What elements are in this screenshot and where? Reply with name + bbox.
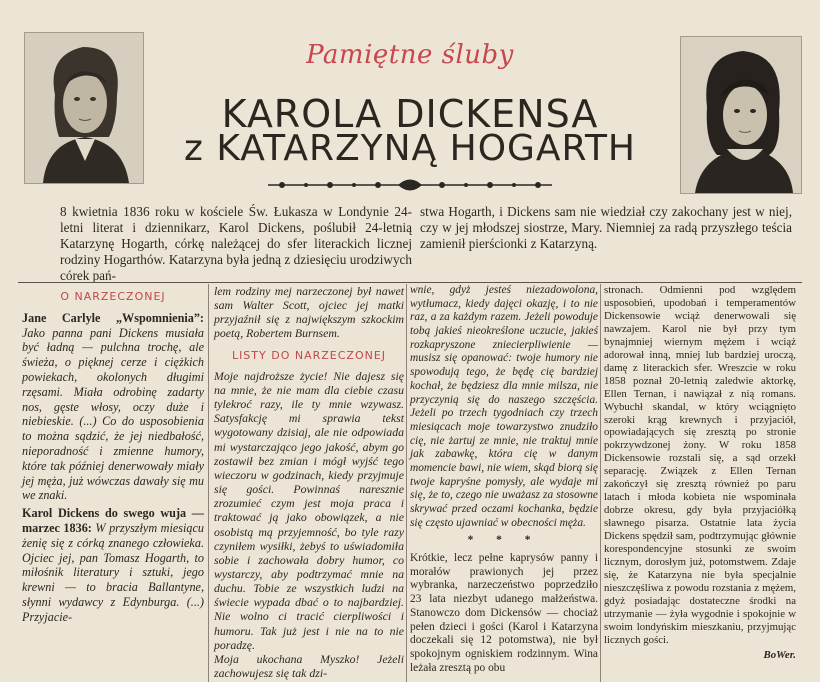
portrait-hogarth <box>680 36 802 194</box>
portrait-dickens-image <box>25 33 143 183</box>
lead-paragraph-left: 8 kwietnia 1836 roku w kościele Św. Łukasza w Londynie 24-letni literat i dziennikarz, Karol Dickens, poślubił 24-letnią Katarzynę Hogarth, córkę należącej do sfer literackich licznej rodziny Hogarthów. Katarzyna była jedną z dziesięciu urodziwych córek pań- <box>60 204 412 283</box>
column-4-text: stronach. Odmienni pod względem usposobień, upodobań i temperamentów Dickensowie wciąż denerwowali się nawzajem. Karol nie był przy tym bynajmniej wiernym mężem i wciąż adorował inną, mniej lub bardziej uroczą, damę z literackich sfer. Wreszcie w roku 1858 poznał 20-letnią zaledwie aktorkę, Ellen Ternan, i nawiązał z nią romans. Wybuchł skandal, w który wciągnięto szeroki krąg krewnych i przyjaciół, opowiadających się zresztą po stronie pokrzywdzonej żony. W roku 1858 Dickensowie rozstali się, a sąd orzekł separację. Związek z Ellen Ternan zakończył się zresztą również po paru latach i młoda kobieta nie wspominała dobrze okresu, gdy była przyjaciółką sławnego pisarza. Ostatnie lata życia Dickens spędził sam, podtrzymując głównie korespondencyjne stosunki ze swoim licznym, dorosłym już, potomstwem. Zdaje się, że Katarzyna nie była specjalnie nieszczęśliwa z powodu rozstania z mężem, gdyż posiadając dostateczne środki na utrzymanie — żyła wygodnie i spokojnie w swoim londyńskim mieszkaniu, przyjmując licznych gości. <box>604 284 796 646</box>
quote-text-dickens: W przyszłym miesiącu żenię się z córką znanego człowieka. Ojciec jej, pan Tomasz Hogarth, to miłośnik literatury i sztuki, jego krewni — to bracia Ballantyne, słynni wydawcy z Edynburga. (...) Przyjacie- <box>22 520 204 624</box>
column-2 <box>214 284 404 680</box>
column-1-paragraph-1 <box>22 311 204 503</box>
section-heading-fiancee: O NARZECZONEJ <box>60 290 166 303</box>
article-kicker: Pamiętne śluby <box>306 40 514 70</box>
column-divider <box>600 284 601 682</box>
section-stars: * * * <box>467 534 541 547</box>
author-signature: BoWer. <box>763 648 796 661</box>
section-heading-letters: LISTY DO NARZECZONEJ <box>231 348 387 362</box>
marriage-paragraph: Krótkie, lecz pełne kaprysów panny i morałów prawionych jej przez wybranka, narzeczeństwo poprzedziło 23 lata niezbyt udanego małżeństwa. Stanowczo dom Dickensów — chociaż pełen dzieci i gości (Karol i Katarzyna doczekali się 12 potomstwa), nie był spokojnym ogniskiem rodzinnym. Wina leżała zresztą po obu <box>410 552 598 674</box>
columns-top-rule <box>18 282 802 283</box>
letters-text: Moje najdroższe życie! Nie dajesz się na mnie, że nie mam dla ciebie czasu tylekroć razy, ile ty mnie wzywasz. Satysfakcję mi sprawia tekst wygotowany dzisiaj, ale nie odpowiada mi wystarczająco jego jakość, abym go zostawił bez zmian i mógł wyjść tego wieczoru w godzinach, kiedy przyjmuje się gości. Powinnaś naresznie zrozumieć czym jest moja praca i traktować ją jako obowiązek, a nie osobistą mą przyjemność, bo tyle razy czyniłem wysiłki, żebyś to uświadomiła sobie i zachowała dobry humor, co wystarczy, aby podtrzymać mnie na duchu. Tobie ze wszystkich ludzi na świecie wypada dbać o to najbardziej. Nie wolno ci tracić cierpliwości i humoru. Tak już jest i nie na to nie poradzę. <box>214 368 404 652</box>
column-divider <box>208 284 209 682</box>
column-3 <box>410 284 598 675</box>
column-divider <box>406 284 407 682</box>
column-1 <box>22 288 204 625</box>
portrait-dickens <box>24 32 144 184</box>
quote-source-dickens: Karol Dickens do swego wuja — marzec 1836: <box>22 506 204 535</box>
quote-source-carlyle: Jane Carlyle „Wspomnienia”: <box>22 310 204 325</box>
headline-line-1: KAROLA DICKENSA <box>221 92 599 136</box>
letters-continuation: wnie, gdyż jesteś niezadowolona, wytłumacz, kiedy dajęci okazję, i to nie raz, a za każdym razem. Jeżeli powoduje tobą jakieś nieokreślone uczucie, jakieś rozkapryszone zniecierpliwienie — musisz się opanować: twoje humory nie spowodują tego, że będę cię bardziej kochał, że będziesz dla mnie milsza, nie przyczynią się do naszego szczęścia. Jeżeli po trzech tygodniach czy trzech miesiącach moje towarzystwo znudziło cię, nie żartuj ze mnie, nie traktuj mnie jak zabawkę, która cię w danym momencie bawi, nie wiem, skąd biorą się twoje kapryśne pomysły, ale wydaje mi się, że to, czego nie uważasz za stosowne skrywać przed oczami kochanka, będzie się często ujawniać w obecności męża. <box>410 284 598 529</box>
portrait-hogarth-image <box>681 37 801 193</box>
lead-paragraph-right: stwa Hogarth, i Dickens sam nie wiedział czy zakochany jest w niej, czy w jej młodszej siostrze, Mary. Niemniej za radą przyszłego teścia zamienił pierścionki z Katarzyną. <box>420 204 792 251</box>
column-4 <box>604 284 796 662</box>
column-2-continuation: lem rodziny mej narzeczonej był nawet sam Walter Scott, ojciec jej matki przyjaźnił się z największym szkockim poetą, Robertem Burnsem. <box>214 284 404 341</box>
column-1-paragraph-2 <box>22 506 204 624</box>
decorative-ornament <box>262 176 558 194</box>
letters-text-second: Moja ukochana Myszko! Jeżeli zachowujesz się tak dzi- <box>214 651 404 681</box>
headline-line-2: z KATARZYNĄ HOGARTH <box>183 128 637 169</box>
quote-text-carlyle: Jako panna pani Dickens musiała być ładną — pulchna trochę, ale świeża, o pięknej cerze i ciężkich powiekach, okolonych długimi rzęsami. Miała odrobinę zadarty nos, gęste włosy, oczy duże i niebieskie. (...) Co do usposobienia to można sądzić, że jej niedbałość, nieporadność i zmienne humory, które tak później denerwowały miały jej męża, już wówczas dawały się mu we znaki. <box>22 325 204 503</box>
